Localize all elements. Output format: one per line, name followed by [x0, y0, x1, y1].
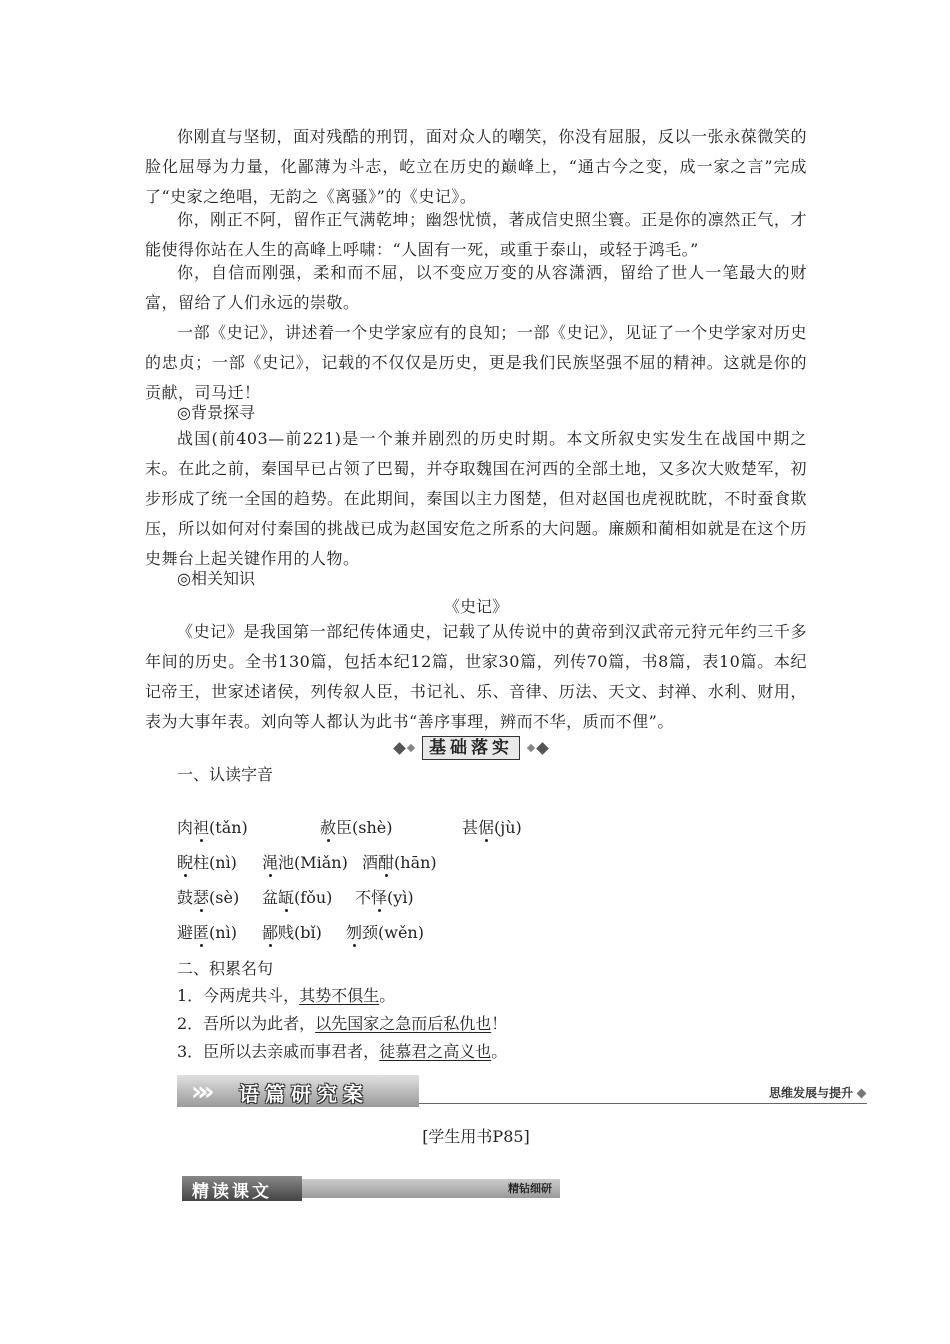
pronunciation-pinyin: 柱(nì)	[193, 853, 237, 872]
knowledge-subtitle: 《史记》	[443, 597, 508, 616]
section-banner-subtitle: 思维发展与提升	[768, 1086, 853, 1100]
quotes-heading: 二、积累名句	[177, 959, 274, 978]
pronunciation-item	[320, 816, 393, 840]
pronunciation-target-char: 鄙	[262, 923, 279, 942]
sub-banner-title: 精读课文	[192, 1182, 272, 1202]
pronunciation-pinyin: (sè)	[209, 888, 240, 907]
pronunciation-text: 甚	[462, 818, 479, 837]
pronunciation-text: 盆	[262, 888, 279, 907]
page-reference: [学生用书P85]	[422, 1127, 530, 1146]
diamond-icon	[527, 744, 535, 752]
section-banner	[177, 1075, 867, 1107]
pronunciation-pinyin: 臣(shè)	[336, 818, 393, 837]
pronunciation-pinyin: 池(Miǎn)	[278, 853, 348, 872]
pronunciation-pinyin: 贱(bǐ)	[278, 923, 322, 942]
pronunciation-item	[462, 816, 522, 840]
pronunciation-item	[355, 886, 414, 910]
background-heading: ◎背景探寻	[177, 403, 255, 422]
pronunciation-target-char: 倨	[478, 818, 495, 837]
section-banner-title: 语篇研究案	[239, 1082, 369, 1106]
quote-punct: 。	[491, 1042, 508, 1061]
pronunciation-target-char: 酣	[378, 853, 395, 872]
quote-punct: 。	[379, 986, 396, 1005]
pronunciation-pinyin: (hān)	[394, 853, 437, 872]
pronunciation-item	[177, 886, 239, 910]
pronunciation-item	[346, 921, 424, 945]
pronunciation-item	[177, 921, 237, 945]
pronunciation-text: 避	[177, 923, 194, 942]
pronunciation-target-char: 瑟	[193, 888, 210, 907]
basic-banner-title: 基础落实	[422, 736, 520, 760]
pronunciation-text: 酒	[362, 853, 379, 872]
intro-paragraph-4: 一部《史记》，讲述着一个史学家应有的良知；一部《史记》，见证了一个史学家对历史的忠贞；一部《史记》，记载的不仅仅是历史，更是我们民族坚强不屈的精神。这就是你的贡献，司马迁！	[145, 323, 807, 402]
pronunciation-pinyin: (yì)	[387, 888, 414, 907]
quote-prompt: 3．臣所以去亲戚而事君者，	[177, 1042, 380, 1061]
pronunciation-target-char: 渑	[262, 853, 279, 872]
pronunciation-pinyin: (tǎn)	[209, 818, 248, 837]
diamond-icon	[407, 744, 415, 752]
intro-paragraph-2: 你，刚正不阿，留作正气满乾坤；幽怨忧愤，著成信史照尘寰。正是你的凛然正气，才能使得你站在人生的高峰上呼啸：“人固有一死，或重于泰山，或轻于鸿毛。”	[145, 210, 807, 259]
pronunciation-target-char: 袒	[193, 818, 210, 837]
pronunciation-pinyin: (nì)	[209, 923, 237, 942]
knowledge-text: 《史记》是我国第一部纪传体通史，记载了从传说中的黄帝到汉武帝元狩元年约三千多年间的历史。全书130篇，包括本纪12篇，世家30篇，列传70篇，书8篇，表10篇。本纪记帝王，世家述诸侯，列传叙人臣，书记礼、乐、音律、历法、天文、封禅、水利、财用，表为大事年表。刘向等人都认为此书“善序事理，辨而不华，质而不俚”。	[145, 622, 807, 731]
pronunciation-target-char: 刎	[346, 923, 363, 942]
pronunciation-item	[262, 886, 332, 910]
pronunciation-target-char: 赦	[320, 818, 337, 837]
quote-prompt: 1．今两虎共斗，	[177, 986, 300, 1005]
pronunciation-target-char: 匿	[193, 923, 210, 942]
quote-item	[177, 1011, 507, 1037]
diamond-icon	[857, 1089, 867, 1099]
quote-prompt: 2．吾所以为此者，	[177, 1014, 316, 1033]
pronunciation-heading: 一、认读字音	[177, 765, 274, 784]
pronunciation-text: 不	[355, 888, 372, 907]
quote-answer: 徒慕君之高义也	[379, 1042, 492, 1061]
quote-item	[177, 983, 395, 1009]
background-text: 战国(前403—前221)是一个兼并剧烈的历史时期。本文所叙史实发生在战国中期之末。在此之前，秦国早已占领了巴蜀，并夺取魏国在河西的全部土地，又多次大败楚军，初步形成了统一全国的趋势。在此期间，秦国以主力图楚，但对赵国也虎视眈眈，不时蚕食欺压，所以如何对付秦国的挑战已成为赵国安危之所系的大问题。廉颇和蔺相如就是在这个历史舞台上起关键作用的人物。	[145, 429, 807, 568]
pronunciation-target-char: 睨	[177, 853, 194, 872]
pronunciation-pinyin: 颈(wěn)	[362, 923, 424, 942]
pronunciation-item	[177, 851, 237, 875]
pronunciation-item	[362, 851, 437, 875]
sub-banner	[182, 1176, 560, 1201]
section-banner-rule	[419, 1103, 867, 1104]
diamond-icon	[393, 742, 406, 755]
pronunciation-item	[177, 816, 248, 840]
pronunciation-text: 鼓	[177, 888, 194, 907]
diamond-icon	[536, 742, 549, 755]
quote-answer: 以先国家之急而后私仇也	[315, 1014, 492, 1033]
quote-punct: ！	[491, 1014, 508, 1033]
quote-item	[177, 1039, 507, 1065]
intro-paragraph-3: 你，自信而刚强，柔和而不屈，以不变应万变的从容潇洒，留给了世人一笔最大的财富，留给了人们永远的崇敬。	[145, 263, 807, 312]
sub-banner-subtitle: 精钻细研	[508, 1182, 552, 1195]
pronunciation-item	[262, 921, 322, 945]
intro-paragraph-1: 你刚直与坚韧，面对残酷的刑罚，面对众人的嘲笑，你没有屈服，反以一张永葆微笑的脸化屈辱为力量，化鄙薄为斗志，屹立在历史的巅峰上，“通古今之变，成一家之言”完成了“史家之绝唱，无韵之《离骚》”的《史记》。	[145, 127, 807, 206]
pronunciation-target-char: 怿	[371, 888, 388, 907]
chevron-right-icon: »»	[191, 1077, 205, 1107]
pronunciation-pinyin: (jù)	[494, 818, 522, 837]
pronunciation-pinyin: (fǒu)	[294, 888, 333, 907]
pronunciation-target-char: 缻	[278, 888, 295, 907]
quote-answer: 其势不俱生	[299, 986, 380, 1005]
pronunciation-item	[262, 851, 348, 875]
basic-banner	[395, 736, 547, 760]
knowledge-heading: ◎相关知识	[177, 569, 255, 588]
pronunciation-text: 肉	[177, 818, 194, 837]
